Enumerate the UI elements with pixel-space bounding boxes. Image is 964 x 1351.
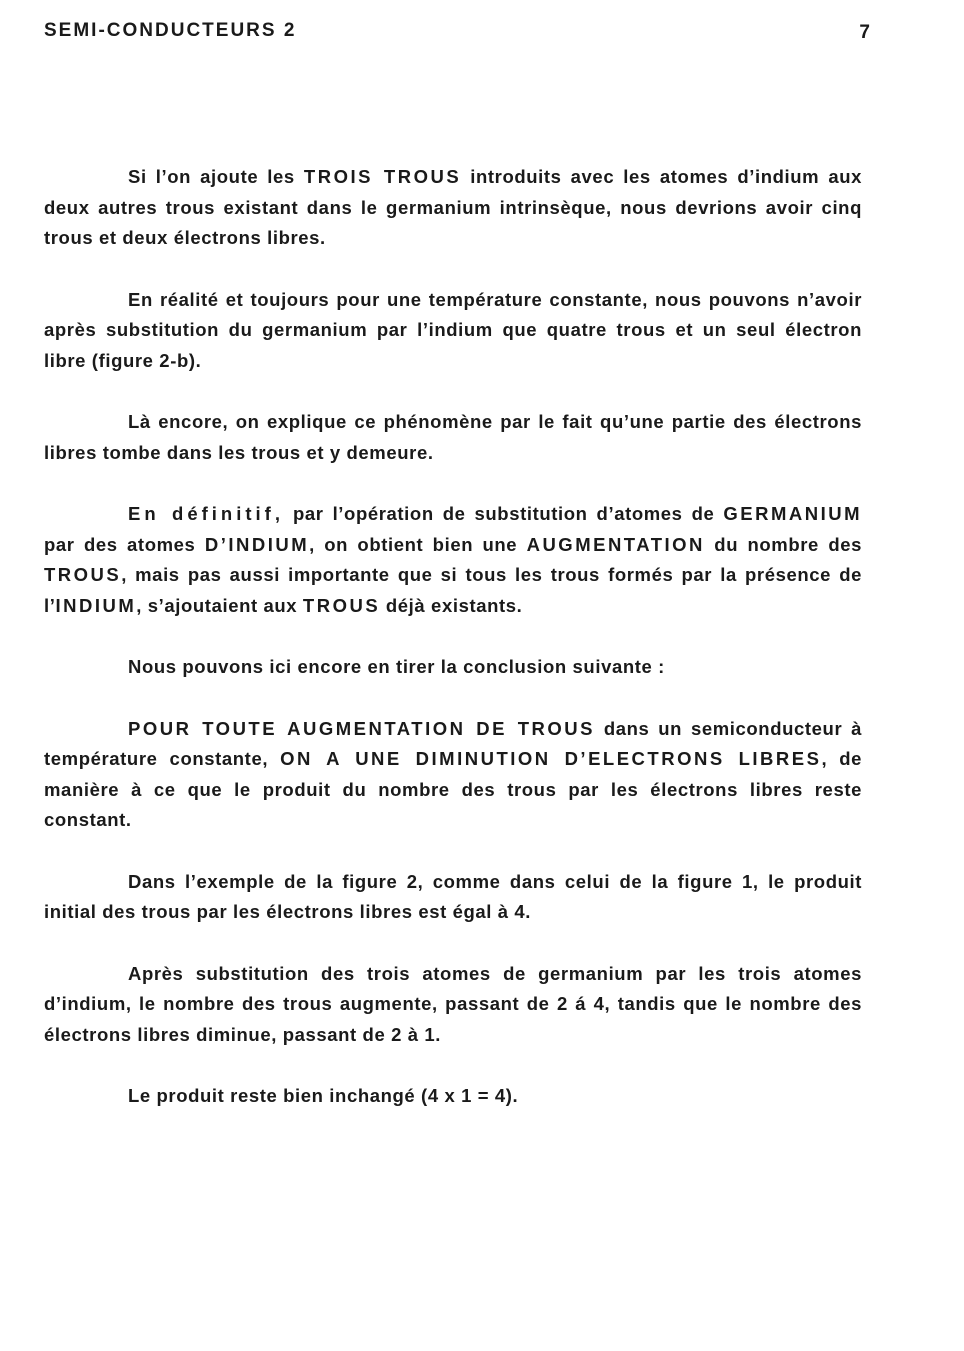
page-header: [44, 20, 870, 48]
paragraph-3: [44, 407, 862, 468]
emphasis-run: D’INDIUM: [204, 533, 310, 555]
paragraph-7: [44, 867, 862, 928]
text-run: Dans l’exemple de la figure 2, comme dans celui de la figure 1, le produit initial des trous par les électrons libres est égal à 4.: [44, 870, 862, 922]
text-run: Là encore, on explique ce phénomène par le fait qu’une partie des électrons libres tombe dans les trous et y demeure.: [44, 411, 862, 463]
emphasis-run: TROIS TROUS: [303, 166, 462, 187]
text-run: , mais pas aussi importante que si tous les trous formés par la présence de l’: [44, 564, 862, 616]
emphasis-run: En définitif,: [128, 503, 284, 524]
paragraph-4: [44, 499, 862, 621]
paragraph-8: [44, 959, 862, 1051]
text-run: dans un semiconducteur à température constante,: [44, 717, 862, 769]
body-text: [44, 162, 862, 1143]
paragraph-5: [44, 652, 862, 683]
text-run: , de manière à ce que le produit du nombre des trous par les électrons libres reste constant.: [44, 748, 862, 830]
text-run: Le produit reste bien inchangé (4 x 1 = 4).: [128, 1085, 519, 1106]
text-run: par des atomes: [44, 533, 205, 555]
text-run: Après substitution des trois atomes de germanium par les trois atomes d’indium, le nombre des trous augmente, passant de 2 á 4, tandis que le nombre des électrons libres diminue, passant de 2 à 1.: [44, 962, 862, 1045]
text-run: En réalité et toujours pour une température constante, nous pouvons n’avoir après substitution du germanium par l’indium que quatre trous et un seul électron libre (figure 2-b).: [44, 288, 862, 371]
text-run: , s’ajoutaient aux: [136, 594, 303, 616]
text-run: , on obtient bien une: [309, 533, 527, 555]
text-run: déjà existants.: [380, 594, 523, 616]
emphasis-run: INDIUM: [55, 594, 137, 616]
paragraph-2: [44, 285, 862, 377]
paragraph-1: [44, 162, 862, 254]
paragraph-6: [44, 714, 862, 836]
page-number: 7: [859, 22, 870, 43]
text-run: Si l’on ajoute les: [128, 166, 304, 187]
emphasis-run: TROUS: [44, 564, 122, 585]
text-run: par l’opération de substitution d’atomes de: [283, 503, 724, 524]
paragraph-9: [44, 1081, 862, 1112]
text-run: du nombre des: [704, 533, 862, 555]
emphasis-run: TROUS: [302, 594, 381, 616]
text-run: introduits avec les atomes d’indium aux deux autres trous existant dans le germanium intrinsèque, nous devrions avoir cinq trous et deux électrons libres.: [44, 166, 862, 248]
emphasis-run: GERMANIUM: [723, 503, 862, 524]
text-run: Nous pouvons ici encore en tirer la conclusion suivante :: [128, 656, 665, 677]
page-title: SEMI-CONDUCTEURS 2: [44, 20, 297, 41]
emphasis-run: POUR TOUTE AUGMENTATION DE TROUS: [128, 717, 595, 739]
emphasis-run: ON A UNE DIMINUTION D’ELECTRONS LIBRES: [280, 748, 822, 769]
emphasis-run: AUGMENTATION: [526, 533, 705, 555]
